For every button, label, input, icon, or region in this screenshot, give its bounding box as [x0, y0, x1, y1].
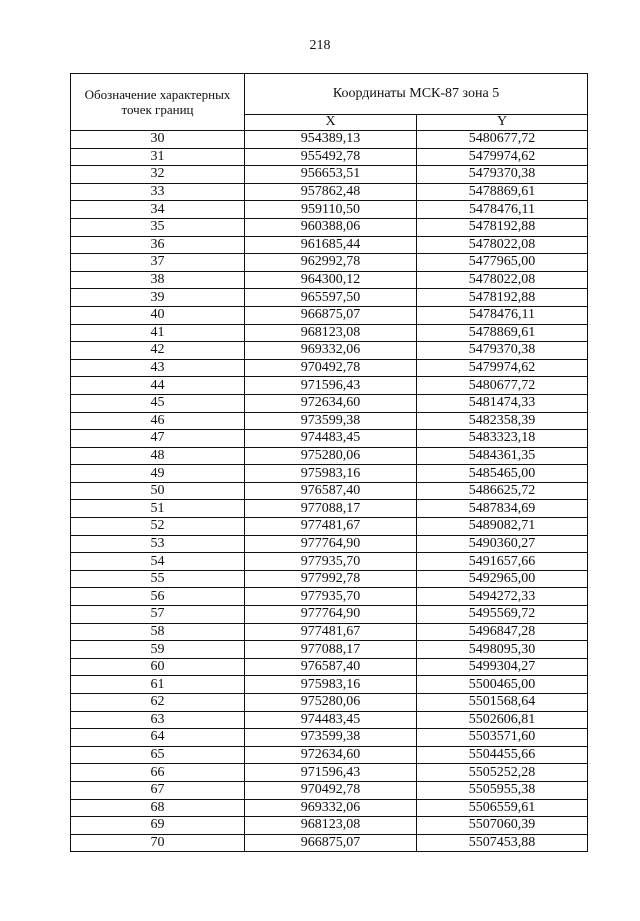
- x-coordinate-cell: 968123,08: [245, 817, 417, 835]
- x-coordinate-cell: 972634,60: [245, 746, 417, 764]
- x-coordinate-cell: 975983,16: [245, 465, 417, 483]
- table-row: [71, 606, 588, 624]
- y-coordinate-cell: 5480677,72: [417, 377, 588, 395]
- table-row: [71, 131, 588, 149]
- table-row: [71, 254, 588, 272]
- table-row: [71, 676, 588, 694]
- x-coordinate-cell: 962992,78: [245, 254, 417, 272]
- y-coordinate-cell: 5478869,61: [417, 324, 588, 342]
- y-coordinate-cell: 5492965,00: [417, 570, 588, 588]
- point-number-cell: 61: [71, 676, 245, 694]
- point-number-cell: 53: [71, 535, 245, 553]
- point-number-cell: 31: [71, 148, 245, 166]
- table-row: [71, 518, 588, 536]
- x-coordinate-cell: 976587,40: [245, 658, 417, 676]
- y-coordinate-cell: 5498095,30: [417, 641, 588, 659]
- table-row: [71, 342, 588, 360]
- x-coordinate-cell: 970492,78: [245, 359, 417, 377]
- y-coordinate-cell: 5500465,00: [417, 676, 588, 694]
- y-coordinate-cell: 5504455,66: [417, 746, 588, 764]
- point-number-cell: 38: [71, 271, 245, 289]
- x-coordinate-cell: 977764,90: [245, 606, 417, 624]
- point-number-cell: 66: [71, 764, 245, 782]
- y-coordinate-cell: 5478476,11: [417, 201, 588, 219]
- point-number-cell: 56: [71, 588, 245, 606]
- y-coordinate-cell: 5477965,00: [417, 254, 588, 272]
- x-coordinate-cell: 954389,13: [245, 131, 417, 149]
- x-coordinate-cell: 977764,90: [245, 535, 417, 553]
- table-row: [71, 271, 588, 289]
- point-number-cell: 33: [71, 183, 245, 201]
- point-number-cell: 59: [71, 641, 245, 659]
- point-number-cell: 50: [71, 482, 245, 500]
- table-row: [71, 834, 588, 852]
- x-coordinate-cell: 977481,67: [245, 518, 417, 536]
- y-coordinate-cell: 5494272,33: [417, 588, 588, 606]
- y-coordinate-cell: 5491657,66: [417, 553, 588, 571]
- table-row: [71, 166, 588, 184]
- y-coordinate-cell: 5495569,72: [417, 606, 588, 624]
- point-number-cell: 43: [71, 359, 245, 377]
- table-row: [71, 289, 588, 307]
- table-row: [71, 183, 588, 201]
- y-coordinate-cell: 5478022,08: [417, 236, 588, 254]
- x-coordinate-cell: 955492,78: [245, 148, 417, 166]
- y-coordinate-cell: 5484361,35: [417, 447, 588, 465]
- table-row: [71, 570, 588, 588]
- y-coordinate-cell: 5482358,39: [417, 412, 588, 430]
- point-number-cell: 69: [71, 817, 245, 835]
- y-coordinate-cell: 5505955,38: [417, 781, 588, 799]
- table-row: [71, 236, 588, 254]
- y-coordinate-cell: 5486625,72: [417, 482, 588, 500]
- page-number: 218: [309, 38, 331, 53]
- point-number-cell: 41: [71, 324, 245, 342]
- y-coordinate-cell: 5479974,62: [417, 148, 588, 166]
- x-coordinate-cell: 977992,78: [245, 570, 417, 588]
- point-number-cell: 51: [71, 500, 245, 518]
- x-coordinate-cell: 977935,70: [245, 553, 417, 571]
- table-row: [71, 641, 588, 659]
- y-coordinate-cell: 5479974,62: [417, 359, 588, 377]
- x-coordinate-cell: 974483,45: [245, 430, 417, 448]
- table-row: [71, 201, 588, 219]
- point-number-cell: 60: [71, 658, 245, 676]
- x-coordinate-cell: 973599,38: [245, 412, 417, 430]
- point-number-cell: 44: [71, 377, 245, 395]
- header-point-designation: Обозначение характерных точек границ: [71, 74, 245, 131]
- header-y: Y: [417, 114, 588, 130]
- point-number-cell: 70: [71, 834, 245, 852]
- point-number-cell: 47: [71, 430, 245, 448]
- point-number-cell: 39: [71, 289, 245, 307]
- table-row: [71, 764, 588, 782]
- y-coordinate-cell: 5478476,11: [417, 306, 588, 324]
- x-coordinate-cell: 969332,06: [245, 342, 417, 360]
- y-coordinate-cell: 5507453,88: [417, 834, 588, 852]
- table-row: [71, 781, 588, 799]
- x-coordinate-cell: 970492,78: [245, 781, 417, 799]
- x-coordinate-cell: 969332,06: [245, 799, 417, 817]
- table-row: [71, 324, 588, 342]
- point-number-cell: 34: [71, 201, 245, 219]
- point-number-cell: 55: [71, 570, 245, 588]
- x-coordinate-cell: 973599,38: [245, 729, 417, 747]
- point-number-cell: 48: [71, 447, 245, 465]
- point-number-cell: 64: [71, 729, 245, 747]
- table-row: [71, 623, 588, 641]
- x-coordinate-cell: 977481,67: [245, 623, 417, 641]
- point-number-cell: 62: [71, 694, 245, 712]
- y-coordinate-cell: 5507060,39: [417, 817, 588, 835]
- table-row: [71, 746, 588, 764]
- table-row: [71, 553, 588, 571]
- table-row: [71, 447, 588, 465]
- table-row: [71, 465, 588, 483]
- x-coordinate-cell: 960388,06: [245, 218, 417, 236]
- x-coordinate-cell: 976587,40: [245, 482, 417, 500]
- table-row: [71, 218, 588, 236]
- table-row: [71, 359, 588, 377]
- x-coordinate-cell: 977088,17: [245, 500, 417, 518]
- point-number-cell: 40: [71, 306, 245, 324]
- x-coordinate-cell: 959110,50: [245, 201, 417, 219]
- table-row: [71, 817, 588, 835]
- table-row: [71, 729, 588, 747]
- point-number-cell: 57: [71, 606, 245, 624]
- point-number-cell: 63: [71, 711, 245, 729]
- y-coordinate-cell: 5478192,88: [417, 218, 588, 236]
- point-number-cell: 37: [71, 254, 245, 272]
- point-number-cell: 42: [71, 342, 245, 360]
- header-coordinates: Координаты МСК-87 зона 5: [245, 74, 588, 115]
- table-row: [71, 377, 588, 395]
- y-coordinate-cell: 5489082,71: [417, 518, 588, 536]
- y-coordinate-cell: 5478192,88: [417, 289, 588, 307]
- table-row: [71, 412, 588, 430]
- y-coordinate-cell: 5503571,60: [417, 729, 588, 747]
- point-number-cell: 30: [71, 131, 245, 149]
- point-number-cell: 67: [71, 781, 245, 799]
- point-number-cell: 35: [71, 218, 245, 236]
- point-number-cell: 49: [71, 465, 245, 483]
- x-coordinate-cell: 977088,17: [245, 641, 417, 659]
- table-row: [71, 430, 588, 448]
- table-row: [71, 799, 588, 817]
- table-row: [71, 658, 588, 676]
- table-row: [71, 306, 588, 324]
- y-coordinate-cell: 5496847,28: [417, 623, 588, 641]
- x-coordinate-cell: 975280,06: [245, 694, 417, 712]
- point-number-cell: 52: [71, 518, 245, 536]
- x-coordinate-cell: 961685,44: [245, 236, 417, 254]
- table-row: [71, 711, 588, 729]
- y-coordinate-cell: 5478869,61: [417, 183, 588, 201]
- table-row: [71, 394, 588, 412]
- y-coordinate-cell: 5483323,18: [417, 430, 588, 448]
- y-coordinate-cell: 5506559,61: [417, 799, 588, 817]
- x-coordinate-cell: 965597,50: [245, 289, 417, 307]
- table-row: [71, 694, 588, 712]
- y-coordinate-cell: 5499304,27: [417, 658, 588, 676]
- x-coordinate-cell: 975280,06: [245, 447, 417, 465]
- y-coordinate-cell: 5501568,64: [417, 694, 588, 712]
- x-coordinate-cell: 972634,60: [245, 394, 417, 412]
- point-number-cell: 46: [71, 412, 245, 430]
- x-coordinate-cell: 966875,07: [245, 834, 417, 852]
- y-coordinate-cell: 5502606,81: [417, 711, 588, 729]
- x-coordinate-cell: 975983,16: [245, 676, 417, 694]
- point-number-cell: 68: [71, 799, 245, 817]
- x-coordinate-cell: 957862,48: [245, 183, 417, 201]
- x-coordinate-cell: 974483,45: [245, 711, 417, 729]
- point-number-cell: 58: [71, 623, 245, 641]
- coordinates-table: [70, 73, 588, 852]
- point-number-cell: 65: [71, 746, 245, 764]
- table-row: [71, 148, 588, 166]
- table-body: [71, 131, 588, 852]
- x-coordinate-cell: 971596,43: [245, 764, 417, 782]
- y-coordinate-cell: 5480677,72: [417, 131, 588, 149]
- x-coordinate-cell: 964300,12: [245, 271, 417, 289]
- x-coordinate-cell: 956653,51: [245, 166, 417, 184]
- point-number-cell: 32: [71, 166, 245, 184]
- table-row: [71, 482, 588, 500]
- x-coordinate-cell: 966875,07: [245, 306, 417, 324]
- y-coordinate-cell: 5490360,27: [417, 535, 588, 553]
- x-coordinate-cell: 977935,70: [245, 588, 417, 606]
- y-coordinate-cell: 5481474,33: [417, 394, 588, 412]
- point-number-cell: 36: [71, 236, 245, 254]
- header-x: X: [245, 114, 417, 130]
- table-row: [71, 500, 588, 518]
- y-coordinate-cell: 5478022,08: [417, 271, 588, 289]
- y-coordinate-cell: 5487834,69: [417, 500, 588, 518]
- y-coordinate-cell: 5505252,28: [417, 764, 588, 782]
- point-number-cell: 45: [71, 394, 245, 412]
- x-coordinate-cell: 968123,08: [245, 324, 417, 342]
- y-coordinate-cell: 5479370,38: [417, 166, 588, 184]
- x-coordinate-cell: 971596,43: [245, 377, 417, 395]
- table-row: [71, 535, 588, 553]
- y-coordinate-cell: 5479370,38: [417, 342, 588, 360]
- point-number-cell: 54: [71, 553, 245, 571]
- y-coordinate-cell: 5485465,00: [417, 465, 588, 483]
- table-row: [71, 588, 588, 606]
